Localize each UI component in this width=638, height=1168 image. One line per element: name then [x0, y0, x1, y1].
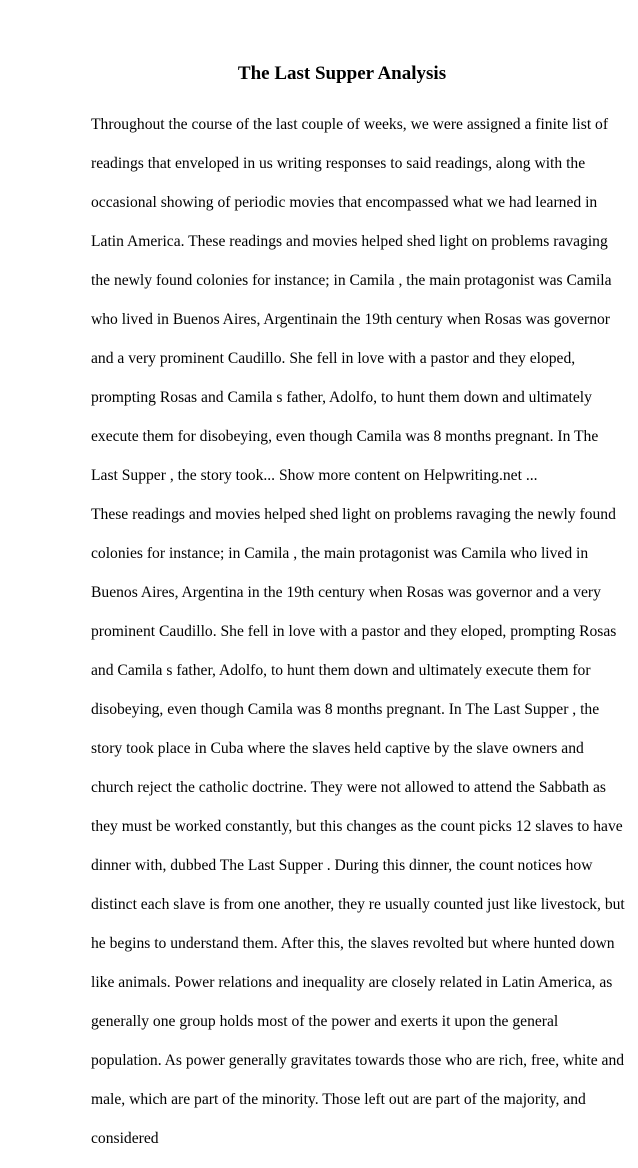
body-line: and Camila s father, Adolfo, to hunt them down and ultimately execute them for — [91, 661, 591, 679]
body-line: Latin America. These readings and movies helped shed light on problems ravaging — [91, 232, 608, 250]
body-line: Last Supper , the story took... Show more content on Helpwriting.net ... — [91, 466, 538, 484]
body-line: prompting Rosas and Camila s father, Adolfo, to hunt them down and ultimately — [91, 388, 592, 406]
body-line: occasional showing of periodic movies that encompassed what we had learned in — [91, 193, 598, 211]
body-line: considered — [91, 1129, 159, 1147]
body-line: Buenos Aires, Argentina in the 19th century when Rosas was governor and a very — [91, 583, 601, 601]
document-title: The Last Supper Analysis — [237, 63, 447, 84]
body-line: execute them for disobeying, even though Camila was 8 months pregnant. In The — [91, 427, 599, 445]
body-line: disobeying, even though Camila was 8 months pregnant. In The Last Supper , the — [91, 700, 600, 718]
body-line: who lived in Buenos Aires, Argentinain the 19th century when Rosas was governor — [91, 310, 610, 328]
body-line: they must be worked constantly, but this changes as the count picks 12 slaves to have — [91, 817, 623, 835]
body-line: These readings and movies helped shed light on problems ravaging the newly found — [91, 505, 616, 523]
body-line: readings that enveloped in us writing responses to said readings, along with the — [91, 154, 586, 172]
body-line: and a very prominent Caudillo. She fell in love with a pastor and they eloped, — [91, 349, 576, 367]
body-line: like animals. Power relations and inequality are closely related in Latin America, as — [91, 973, 613, 991]
body-line: story took place in Cuba where the slaves held captive by the slave owners and — [91, 739, 584, 757]
body-line: distinct each slave is from one another, they re usually counted just like livestock, but — [91, 895, 625, 913]
body-line: he begins to understand them. After this, the slaves revolted but where hunted down — [91, 934, 615, 952]
body-line: Throughout the course of the last couple of weeks, we were assigned a finite list of — [91, 115, 609, 133]
body-line: church reject the catholic doctrine. They were not allowed to attend the Sabbath as — [91, 778, 606, 796]
body-line: generally one group holds most of the power and exerts it upon the general — [91, 1012, 559, 1030]
body-line: prominent Caudillo. She fell in love with a pastor and they eloped, prompting Rosas — [91, 622, 617, 640]
body-line: male, which are part of the minority. Those left out are part of the majority, and — [91, 1090, 586, 1108]
body-line: the newly found colonies for instance; in Camila , the main protagonist was Camila — [91, 271, 612, 289]
body-line: dinner with, dubbed The Last Supper . During this dinner, the count notices how — [91, 856, 593, 874]
body-line: population. As power generally gravitates towards those who are rich, free, white and — [91, 1051, 625, 1069]
body-line: colonies for instance; in Camila , the main protagonist was Camila who lived in — [91, 544, 589, 562]
document-body — [91, 95, 625, 1168]
